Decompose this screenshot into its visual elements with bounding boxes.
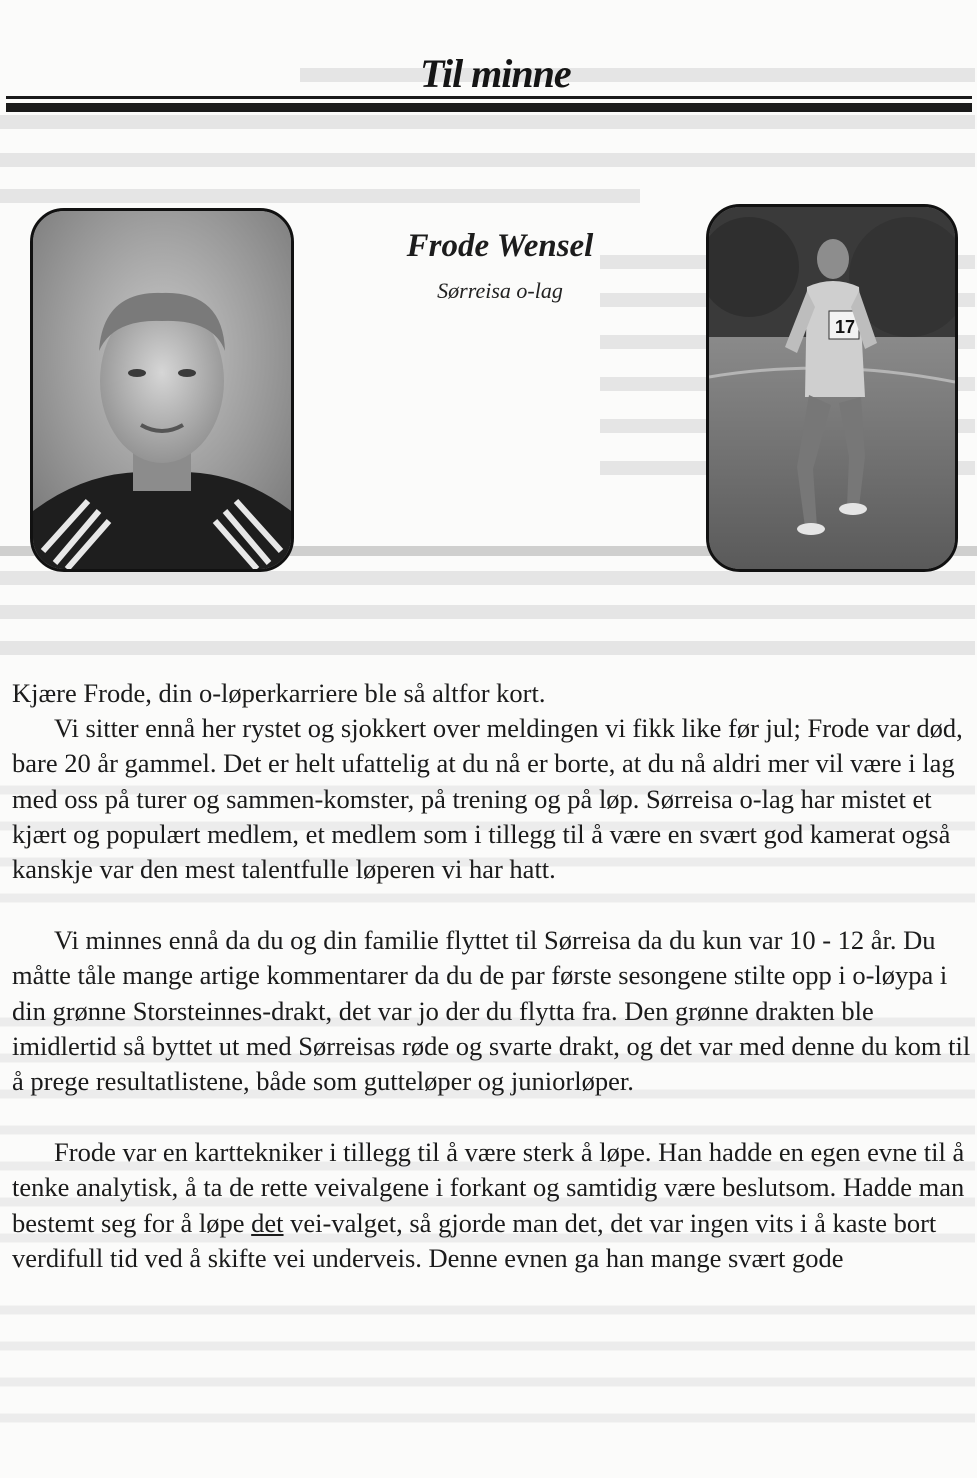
paragraph-4 bbox=[12, 1135, 972, 1276]
header-rule-thick bbox=[6, 103, 972, 112]
person-club: Sørreisa o-lag bbox=[437, 278, 563, 303]
portrait-photo bbox=[30, 208, 294, 572]
section-title: Til minne bbox=[420, 51, 571, 96]
paragraph-4-start: Frode var en karttekniker i tillegg til å være sterk å løpe. Han hadde en egen evne til å tenke analytisk, å ta de rette veivalgene i forkant og samtidig være beslutsom. Hadde man bestemt seg for å løpe bbox=[12, 1137, 965, 1238]
paragraph-4-end: vei-valget, så gjorde man det, det var ingen vits i å kaste bort verdifull tid ved å skifte vei underveis. Denne evnen ga han mange svært gode bbox=[12, 1207, 937, 1273]
paragraph-4-underlined: det bbox=[251, 1207, 284, 1238]
person-name: Frode Wensel bbox=[406, 228, 594, 264]
paragraph-3: Vi minnes ennå da du og din familie flyttet til Sørreisa da du kun var 10 - 12 år. Du måtte tåle mange artige kommentarer da du de par første sesongene stilte opp i o-løypa i din grønne Storsteinnes-drakt, det var jo der du flytta fra. Den grønne drakten ble imidlertid så byttet ut med Sørreisas røde og svarte drakt, og det var med denne du kom til å prege resultatlistene, både som gutteløper og juniorløper. bbox=[12, 925, 971, 1097]
runner-bib-number: 17 bbox=[835, 317, 856, 337]
paragraph-2: Vi sitter ennå her rystet og sjokkert over meldingen vi fikk like før jul; Frode var død, bare 20 år gammel. Det er helt ufattelig at du nå er borte, at du nå aldri mer vil være i lag med oss på turer og sammen-komster, på trening og på løp. Sørreisa o-lag har mistet et kjært og populært medlem, et medlem som i tillegg til å være en svært god kamerat også kanskje var den mest talentfulle løperen vi har hatt. bbox=[12, 713, 963, 885]
paragraph-1: Kjære Frode, din o-løperkarriere ble så altfor kort. bbox=[12, 678, 546, 708]
article-body bbox=[12, 676, 972, 1276]
running-photo bbox=[706, 204, 958, 572]
header-rule-thin bbox=[6, 96, 972, 99]
